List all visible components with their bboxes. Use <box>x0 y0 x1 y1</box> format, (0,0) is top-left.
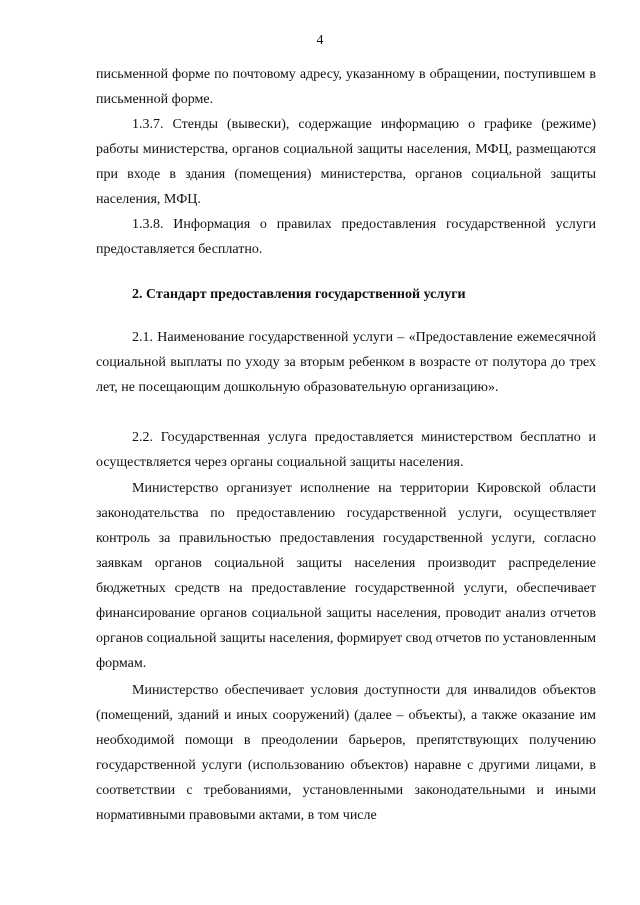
page-number: 4 <box>316 33 324 48</box>
paragraph-ministry-organizes: Министерство организует исполнение на территории Кировской области законодательства по предоставлению государственной услуги, осуществляет контроль за правильностью предоставления государственной услуги, согласно заявкам органов социальной защиты населения производит распределение бюджетных средств на предоставление государственной услуги, обеспечивает финансирование органов социальной защиты населения, проводит анализ отчетов органов социальной защиты населения, формирует свод отчетов по установленным формам. <box>96 481 596 671</box>
paragraph-1-3-7: 1.3.7. Стенды (вывески), содержащие информацию о графике (режиме) работы министерства, органов социальной защиты населения, МФЦ, размещаются при входе в здания (помещения) министерства, органов социальной защиты населения, МФЦ. <box>96 117 596 207</box>
paragraph-1-3-8: 1.3.8. Информация о правилах предоставления государственной услуги предоставляется бесплатно. <box>96 217 596 257</box>
paragraph-accessibility: Министерство обеспечивает условия доступности для инвалидов объектов (помещений, зданий и иных сооружений) (далее – объекты), а также оказание им необходимой помощи в преодолении барьеров, препятствующих получению государственной услуги (использованию объектов) наравне с другими лицами, в соответствии с требованиями, установленными законодательными и иными нормативными правовыми актами, в том числе <box>96 683 596 823</box>
paragraph-postal-response: письменной форме по почтовому адресу, указанному в обращении, поступившем в письменной форме. <box>96 67 596 107</box>
paragraph-2-1: 2.1. Наименование государственной услуги – «Предоставление ежемесячной социальной выплаты по уходу за вторым ребенком в возрасте от полутора до трех лет, не посещающим дошкольную образовательную организацию». <box>96 330 596 395</box>
section-heading: 2. Стандарт предоставления государственной услуги <box>132 287 466 302</box>
paragraph-2-2: 2.2. Государственная услуга предоставляется министерством бесплатно и осуществляется через органы социальной защиты населения. <box>96 430 596 470</box>
